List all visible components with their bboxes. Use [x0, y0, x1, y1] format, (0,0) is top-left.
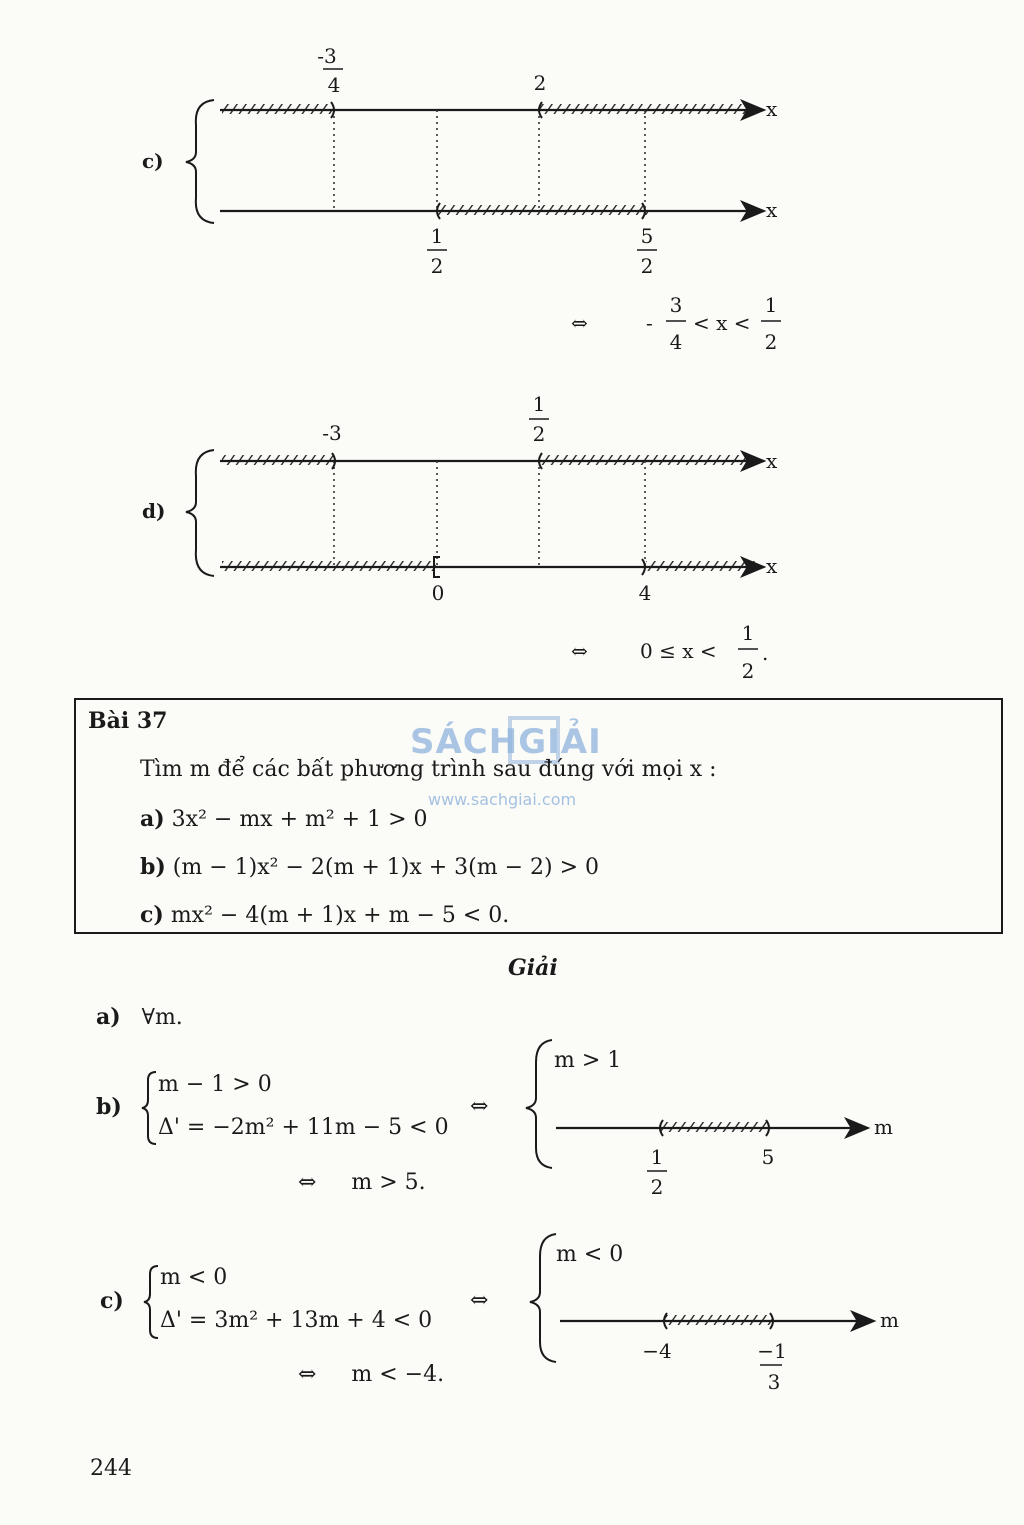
solution-c-sys1: m < 0 [160, 1265, 228, 1290]
page-number: 244 [90, 1456, 132, 1481]
item-label: b) [140, 854, 166, 880]
axis-label-x: x [766, 554, 778, 578]
tick-label: 0 [431, 581, 445, 605]
period: . [762, 641, 769, 665]
inequality-text: 0 ≤ x < [640, 639, 717, 663]
minus-sign: - [646, 311, 653, 335]
tick-label: 2 [532, 422, 546, 446]
tick-label: 4 [327, 73, 341, 97]
axis-label-x: x [766, 198, 778, 222]
problem-title: Bài 37 [88, 708, 168, 734]
tick-label: 1 [532, 392, 546, 416]
axis-label-x: x [766, 449, 778, 473]
equiv-symbol: ⇔ [571, 639, 588, 663]
tick-label: -3 [317, 44, 337, 68]
solution-b-sys1: m − 1 > 0 [158, 1072, 272, 1097]
tick-label: 2 [533, 71, 547, 95]
watermark-url: www.sachgiai.com [428, 790, 577, 809]
item-label: c) [140, 902, 164, 928]
axis-label-m: m [874, 1115, 893, 1139]
item-text: mx² − 4(m + 1)x + m − 5 < 0. [170, 903, 510, 928]
problem-prompt: Tìm m để các bất phương trình sau đúng với mọi x : [140, 757, 717, 782]
fraction-num: 1 [764, 293, 778, 317]
tick-label: 1 [650, 1145, 664, 1169]
solution-b-result: ⇔ m > 5. [298, 1170, 426, 1195]
solution-heading: Giải [508, 955, 558, 981]
condition-text: m > 1 [554, 1048, 622, 1073]
tick-label: 3 [767, 1370, 781, 1394]
tick-label: 5 [761, 1145, 775, 1169]
fraction-num: 1 [741, 621, 755, 645]
left-brace [530, 1234, 556, 1362]
solution-c-result: ⇔ m < −4. [298, 1362, 445, 1387]
equiv-symbol: ⇔ [470, 1288, 489, 1313]
tick-label: 4 [638, 581, 652, 605]
fraction-den: 4 [669, 330, 683, 354]
fraction-num: 3 [669, 293, 683, 317]
fraction-den: 2 [741, 659, 755, 683]
axis-label-m: m [880, 1308, 899, 1332]
inequality-mid: < x < [693, 311, 751, 335]
equiv-symbol: ⇔ [571, 311, 588, 335]
tick-label: 5 [640, 224, 654, 248]
part-label: c) [142, 149, 164, 173]
tick-label: 2 [640, 254, 654, 278]
part-label: d) [142, 499, 166, 523]
tick-label: 2 [650, 1175, 664, 1199]
tick-label: −4 [642, 1339, 672, 1363]
equiv-symbol: ⇔ [470, 1094, 489, 1119]
tick-label: −1 [757, 1339, 787, 1363]
item-text: ∀m. [141, 1005, 183, 1030]
axis-label-x: x [766, 97, 778, 121]
tick-label: -3 [322, 421, 342, 445]
item-text: (m − 1)x² − 2(m + 1)x + 3(m − 2) > 0 [172, 855, 600, 880]
solution-c-label: c) [100, 1288, 124, 1314]
solution-c-sys2: Δ' = 3m² + 13m + 4 < 0 [160, 1308, 433, 1333]
tick-label: 1 [430, 224, 444, 248]
solution-b-label: b) [96, 1094, 122, 1120]
item-label: a) [96, 1004, 121, 1030]
fraction-den: 2 [764, 330, 778, 354]
tick-label: 2 [430, 254, 444, 278]
item-label: a) [140, 806, 165, 832]
condition-text: m < 0 [556, 1242, 624, 1267]
item-text: 3x² − mx + m² + 1 > 0 [171, 807, 428, 832]
watermark-brand: SÁCHGIẢI [410, 722, 602, 762]
solution-b-sys2: Δ' = −2m² + 11m − 5 < 0 [158, 1115, 449, 1140]
